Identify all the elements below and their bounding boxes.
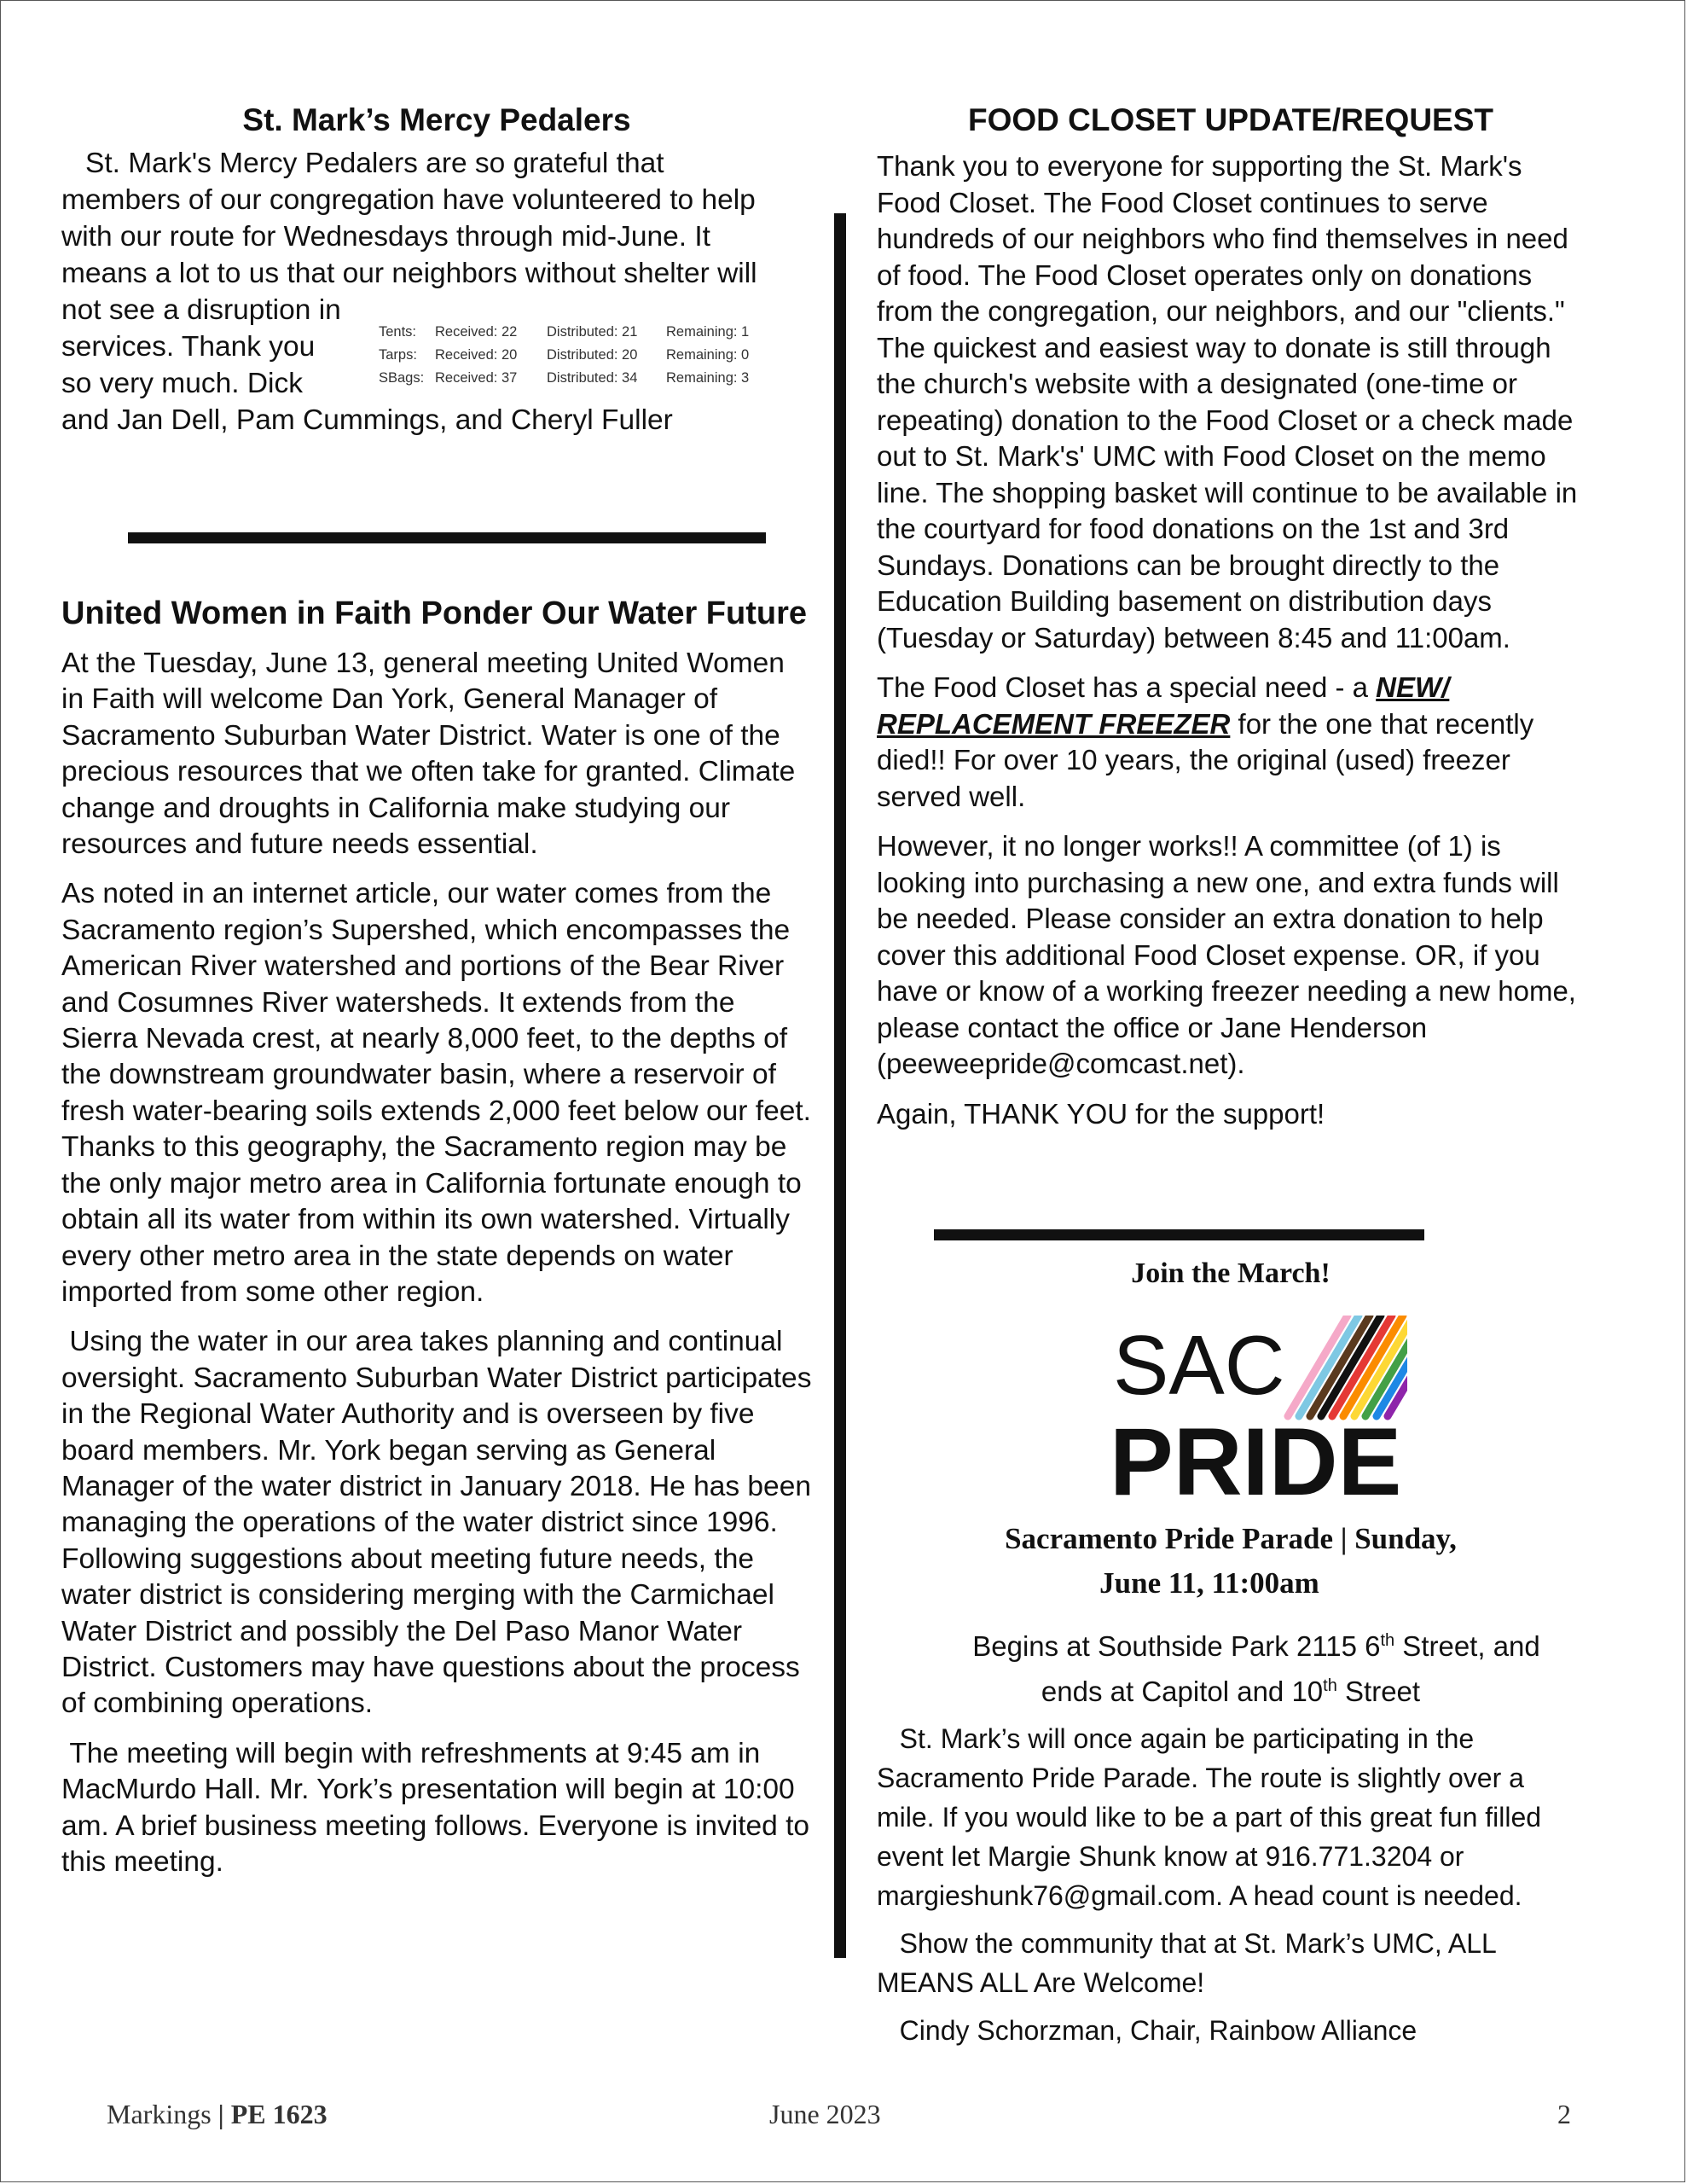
pride-article [877,1719,1585,2050]
supplies-received: Received: 37 [435,370,518,386]
food-p2-post: for the one that recently died!! For over 10 years, the original (used) freezer served well. [877,707,1534,812]
footer-code: PE 1623 [230,2099,328,2129]
food-closet-title: FOOD CLOSET UPDATE/REQUEST [967,102,1493,137]
supplies-remaining: Remaining: 0 [666,347,750,363]
mercy-pedalers-title: St. Mark’s Mercy Pedalers [242,102,631,137]
loc-text: Street, and [1394,1630,1540,1662]
logo-pride-text: PRIDE [1113,1409,1402,1503]
footer-publication [107,2099,328,2130]
supplies-row-tents [379,321,749,344]
pride-location-line1 [877,1621,1585,1666]
ufmw-paragraph-1: At the Tuesday, June 13, general meeting United Women in Faith will welcome Dan York, General Manager of Sacramento Suburban Water District. Water is one of the precious resources that we often take for granted. Climate change and droughts in California make studying our resources and future needs essential. [61,648,796,861]
right-column [877,101,1585,1132]
supplies-remaining: Remaining: 1 [666,324,750,340]
pride-event-line2: June 11, 11:00am [1099,1566,1319,1600]
food-paragraph-1: Thank you to everyone for supporting the St. Mark's Food Closet. The Food Closet continues to serve hundreds of our neighbors who find themselves in need of food. The Food Closet operates only on donations from the congregation, our neighbors, and our "clients." The quickest and easiest way to donate is still through the church's website with a designated (one-time or repeating) donation to the Food Closet or a check made out to St. Mark's' UMC with Food Closet on the memo line. The shopping basket will continue to be available in the courtyard for food donations on the 1st and 3rd Sundays. Donations can be brought directly to the Education Building basement on distribution days (Tuesday or Saturday) between 8:45 and 11:00am. [877,150,1578,653]
mercy-line-text: services. Thank you [61,331,316,363]
pride-paragraph-1: St. Mark’s will once again be participating in the Sacramento Pride Parade. The route is slightly over a mile. If you would like to be a part of this great fun filled event let Margie Shunk know at 916.771.3204 or margieshunk76@gmail.com. A head count is needed. [877,1723,1549,1911]
ufmw-title: United Women in Faith Ponder Our Water Future [61,595,808,631]
ufmw-article [61,646,820,1880]
sac-pride-logo [1113,1316,1407,1503]
loc-text: Begins at Southside Park 2115 6 [972,1630,1381,1662]
food-closet-article [877,148,1585,1132]
food-paragraph-2 [877,670,1585,815]
footer-date: June 2023 [769,2099,881,2129]
loc-sup: th [1323,1676,1337,1695]
food-p2-pre: The Food Closet has a special need - a [877,671,1377,703]
mercy-pedalers-article [61,145,812,439]
left-column [61,101,820,1880]
loc-text: ends at Capitol and 10 [1041,1676,1324,1707]
loc-text: Street [1336,1676,1421,1707]
supplies-received: Received: 20 [435,347,518,363]
mercy-line: with our route for Wednesdays through mid-June. It [61,221,710,253]
ufmw-paragraph-3: Using the water in our area takes planning and continual oversight. Sacramento Suburban Water District participates in the Regional Water Authority and is overseen by five board members. Mr. York began serving as General Manager of the water district in January 2018. He has been managing the operations of the water district since 1996. Following suggestions about meeting future needs, the water district is considering merging with the Carmichael Water District and possibly the Del Paso Manor Water District. Customers may have questions about the process of combining operations. [61,1326,820,1720]
section-divider [128,532,766,543]
pride-heading: Join the March! [1131,1258,1330,1289]
pride-event-line1: Sacramento Pride Parade | Sunday, [1005,1522,1457,1555]
pride-signature: Cindy Schorzman, Chair, Rainbow Alliance [877,2015,1417,2046]
loc-sup: th [1380,1631,1395,1650]
freezer-emphasis: NEW/ REPLACEMENT FREEZER [877,671,1450,740]
mercy-line: St. Mark's Mercy Pedalers are so grateful that [85,148,664,179]
ufmw-paragraph-4: The meeting will begin with refreshments at 9:45 am in MacMurdo Hall. Mr. York’s presentation will begin at 10:00 am. A brief business meeting follows. Everyone is invited to this meeting. [61,1737,818,1878]
section-divider [934,1229,1424,1240]
pride-stripes [1288,1316,1407,1416]
pride-location-line2 [877,1666,1585,1711]
food-paragraph-3: However, it no longer works!! A committee (of 1) is looking into purchasing a new one, and extra funds will be needed. Please consider an extra donation to help cover this additional Food Closet expense. OR, if you have or know of a working freezer needing a new home, please contact the office or Jane Henderson (peeweepride@comcast.net). [877,830,1576,1079]
pride-logo-graphic [1113,1316,1407,1503]
supplies-table [379,321,749,390]
supplies-distributed: Distributed: 34 [547,370,638,386]
mercy-line: so very much. Dick [61,368,303,399]
mercy-line: members of our congregation have volunteered to help [61,184,756,216]
mercy-line: not see a disruption in [61,294,341,326]
mercy-line: and Jan Dell, Pam Cummings, and Cheryl Fuller [61,404,673,436]
food-paragraph-4: Again, THANK YOU for the support! [877,1097,1325,1130]
pride-paragraph-2: Show the community that at St. Mark’s UMC, ALL MEANS ALL Are Welcome! [877,1928,1504,1998]
supplies-distributed: Distributed: 20 [547,347,638,363]
ufmw-paragraph-2: As noted in an internet article, our water comes from the Sacramento region’s Supershed, which encompasses the American River watershed and portions of the Bear River and Cosumnes River watersheds. It extends from the Sierra Nevada crest, at nearly 8,000 feet, to the depths of the downstream groundwater basin, where a reservoir of fresh water-bearing soils extends 2,000 feet below our feet. Thanks to this geography, the Sacramento region may be the only major metro area in California fortunate enough to obtain all its water from within its own watershed. Virtually every other metro area in the state depends on water imported from some other region. [61,878,811,1308]
supplies-label: SBags: [379,370,425,386]
supplies-remaining: Remaining: 3 [666,370,750,386]
supplies-label: Tents: [379,324,417,340]
pride-event [877,1517,1585,1606]
supplies-row-tarps [379,344,749,367]
logo-sac-text: SAC [1113,1318,1285,1412]
mercy-line: means a lot to us that our neighbors without shelter will [61,258,757,289]
footer-name: Markings [107,2099,212,2129]
pride-location [877,1621,1585,1711]
supplies-label: Tarps: [379,347,417,363]
footer-separator: | [211,2099,231,2129]
supplies-row-sbags [379,367,749,390]
column-divider [834,213,846,1958]
footer-page-number: 2 [1557,2099,1571,2129]
supplies-distributed: Distributed: 21 [547,324,638,340]
supplies-received: Received: 22 [435,324,518,340]
